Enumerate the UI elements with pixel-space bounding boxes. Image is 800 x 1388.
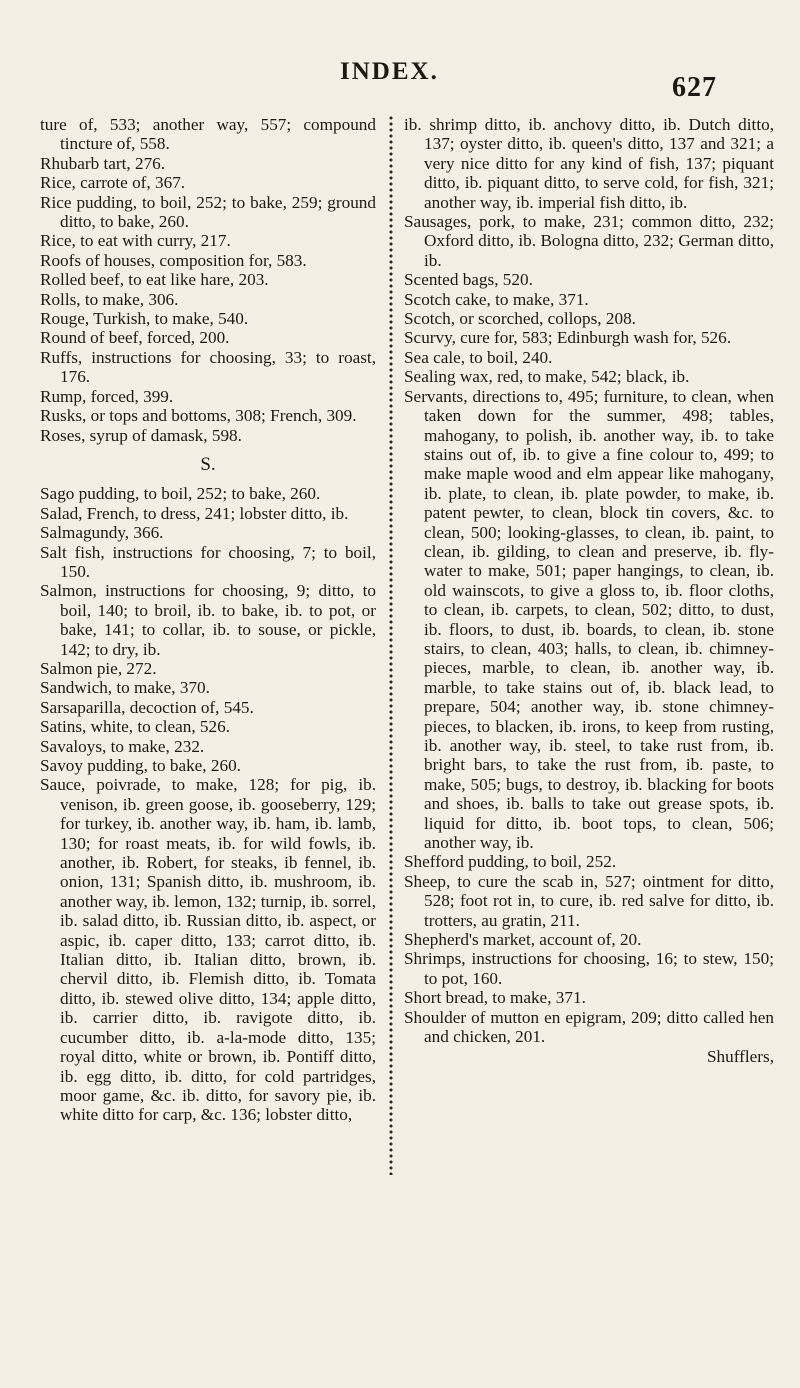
index-entry: Salad, French, to dress, 241; lobster ditto, ib. xyxy=(40,503,349,523)
index-entry: Salt fish, instructions for choosing, 7; to boil, 150. xyxy=(40,542,376,581)
index-entry: Sago pudding, to boil, 252; to bake, 260. xyxy=(40,484,321,504)
index-entry: Shrimps, instructions for choosing, 16; to stew, 150; to pot, 160. xyxy=(404,949,774,988)
index-entry: Roses, syrup of damask, 598. xyxy=(40,425,242,445)
right-entries xyxy=(404,115,774,1047)
index-entry: Rolls, to make, 306. xyxy=(40,289,179,309)
index-entry: Rusks, or tops and bottoms, 308; French, 309. xyxy=(40,406,357,426)
index-entry: Short bread, to make, 371. xyxy=(404,988,586,1008)
index-entry: Rouge, Turkish, to make, 540. xyxy=(40,309,249,329)
entries-before-section xyxy=(40,115,376,445)
page-number: 627 xyxy=(672,72,717,103)
index-entry: Ruffs, instructions for choosing, 33; to roast, 176. xyxy=(40,347,376,387)
index-entry: Rolled beef, to eat like hare, 203. xyxy=(40,270,269,290)
left-column xyxy=(40,115,376,1125)
ornamental-column-rule xyxy=(388,115,394,1175)
index-entry: Scurvy, cure for, 583; Edinburgh wash for, 526. xyxy=(404,328,732,348)
index-entry: Rice, to eat with curry, 217. xyxy=(40,231,231,251)
index-entry: Salmon, instructions for choosing, 9; ditto, to boil, 140; to broil, ib. to bake, ib. to pot, or bake, 141; to collar, ib. to souse, or pickle, 142; to dry, ib. xyxy=(40,581,376,659)
right-column xyxy=(404,115,774,1066)
index-entry: Scotch, or scorched, collops, 208. xyxy=(404,309,636,329)
index-entry: ture of, 533; another way, 557; compound tincture of, 558. xyxy=(40,115,376,154)
index-entry: Rice, carrote of, 367. xyxy=(40,173,186,193)
index-entry: Sausages, pork, to make, 231; common ditto, 232; Oxford ditto, ib. Bologna ditto, 232; German ditto, ib. xyxy=(404,212,774,270)
index-entry: Servants, directions to, 495; furniture, to clean, when taken down for the summer, 498; tables, mahogany, to polish, ib. another way, ib. to take stains out of, ib. to give a fine colour to, 499; to make maple wood and elm appear like mahogany, ib. plate, to clean, ib. plate powder, to make, ib. patent pewter, to clean, block tin covers, &c. to clean, 500; looking-glasses, to clean, ib. paint, to clean, ib. gilding, to clean and preserve, ib. fly-water to make, 501; paper hangings, to clean, ib. old wainscots, to give a gloss to, ib. floor cloths, to clean, ib. carpets, to clean, 502; ditto, to dust, ib. floors, to dust, ib. boards, to clean, ib. stone stairs, to clean, 403; halls, to clean, ib. chimney-pieces, marble, to clean, ib. another way, ib. marble, to take stains out of, ib. black lead, to prepare, 504; another way, ib. stone chimney-pieces, to blacken, ib. irons, to keep from rusting, ib. another way, ib. steel, to take rust from, ib. bright bars, to take the rust from, ib. paste, to make, 505; bugs, to destroy, ib. blacking for boots and shoes, ib. balls to take out grease spots, ib. liquid for ditto, ib. boot tops, to clean, 506; another way, ib. xyxy=(404,386,774,853)
index-entry: Savaloys, to make, 232. xyxy=(40,736,205,756)
index-entry: Sandwich, to make, 370. xyxy=(40,678,210,698)
index-entry: Shefford pudding, to boil, 252. xyxy=(404,852,617,872)
index-entry: Sheep, to cure the scab in, 527; ointment for ditto, 528; foot rot in, to cure, ib. red salve for ditto, ib. trotters, au gratin, 211. xyxy=(404,871,774,930)
index-entry: Sarsaparilla, decoction of, 545. xyxy=(40,697,254,717)
index-entry: Scotch cake, to make, 371. xyxy=(404,289,589,309)
section-letter: S. xyxy=(200,453,216,475)
entries-after-section xyxy=(40,484,376,1124)
catchword: Shufflers, xyxy=(707,1046,774,1066)
index-entry: Sauce, poivrade, to make, 128; for pig, ib. venison, ib. green goose, ib. gooseberry, 129; for turkey, ib. another way, ib. ham, ib. lamb, 130; for roast meats, ib. for wild fowls, ib. another, ib. Robert, for steaks, ib fennel, ib. onion, 131; Spanish ditto, ib. mushroom, ib. another way, ib. lemon, 132; turnip, ib. sorrel, ib. salad ditto, ib. Russian ditto, ib. aspect, or aspic, ib. caper ditto, 133; carrot ditto, ib. Italian ditto, ib. Italian ditto, brown, ib. chervil ditto, ib. Flemish ditto, ib. Tomata ditto, ib. stewed olive ditto, 134; apple ditto, ib. carrier ditto, ib. ravigote ditto, ib. cucumber ditto, ib. a-la-mode ditto, 135; royal ditto, white or brown, ib. Pontiff ditto, ib. egg ditto, ib. ditto, for cold partridges, moor game, &c. ib. ditto, for savory pie, ib. white ditto for carp, &c. 136; lobster ditto, xyxy=(40,775,376,1125)
index-entry: Salmon pie, 272. xyxy=(40,658,157,678)
index-entry: Salmagundy, 366. xyxy=(40,523,164,543)
index-entry: Savoy pudding, to bake, 260. xyxy=(40,756,241,775)
running-title: INDEX. xyxy=(340,58,439,85)
index-entry: Rump, forced, 399. xyxy=(40,386,174,406)
index-entry: Scented bags, 520. xyxy=(404,270,533,290)
index-entry: ib. shrimp ditto, ib. anchovy ditto, ib. Dutch ditto, 137; oyster ditto, ib. queen's ditto, 137 and 321; a very nice ditto for any kind of fish, 137; piquant ditto, ib. piquant ditto, to serve cold, for fish, 321; another way, ib. imperial fish ditto, ib. xyxy=(404,115,774,212)
index-entry: Shoulder of mutton en epigram, 209; ditto called hen and chicken, 201. xyxy=(404,1007,774,1047)
index-entry: Rice pudding, to boil, 252; to bake, 259; ground ditto, to bake, 260. xyxy=(40,192,376,232)
index-entry: Sea cale, to boil, 240. xyxy=(404,347,553,367)
page-header xyxy=(0,58,800,103)
index-entry: Shepherd's market, account of, 20. xyxy=(404,930,642,950)
index-entry: Sealing wax, red, to make, 542; black, ib. xyxy=(404,367,690,387)
index-entry: Rhubarb tart, 276. xyxy=(40,153,166,173)
index-entry: Round of beef, forced, 200. xyxy=(40,328,230,348)
index-entry: Roofs of houses, composition for, 583. xyxy=(40,250,307,270)
index-entry: Satins, white, to clean, 526. xyxy=(40,717,230,737)
